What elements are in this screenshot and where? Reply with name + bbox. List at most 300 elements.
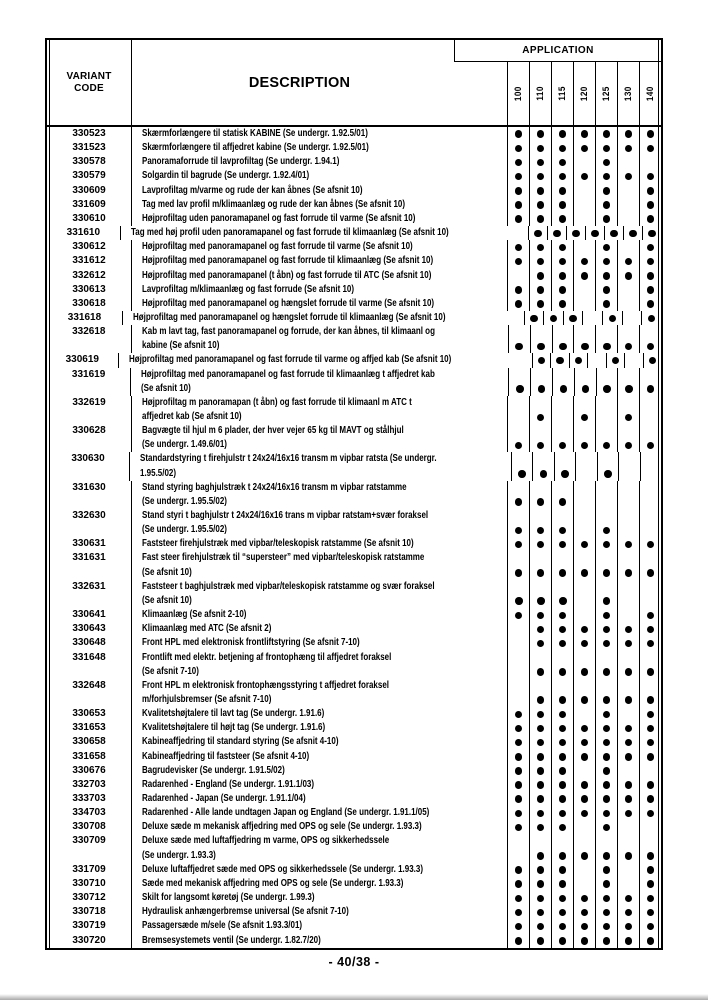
application-dot <box>559 286 567 294</box>
application-cell-130 <box>617 424 639 452</box>
application-dot <box>603 895 611 903</box>
application-cell-120 <box>573 537 595 551</box>
application-dot <box>515 527 523 535</box>
application-dot <box>559 541 567 549</box>
application-dot <box>625 442 633 450</box>
application-column-header <box>507 62 529 125</box>
application-dot <box>625 781 633 789</box>
description-cell <box>132 325 508 353</box>
application-dot-cells <box>507 537 661 551</box>
variant-code-cell: 330653 <box>47 707 132 721</box>
application-cell-110 <box>529 792 551 806</box>
application-dot <box>603 739 611 747</box>
application-column-header <box>551 62 573 125</box>
application-dot <box>515 201 523 209</box>
table-row <box>47 368 661 396</box>
variant-code-cell: 331612 <box>47 254 132 268</box>
application-cell-100 <box>511 452 532 480</box>
table-row <box>47 240 661 254</box>
application-dot-cells <box>507 297 661 311</box>
description-cell <box>132 184 507 198</box>
description-line: Højprofiltag uden panoramapanel og fast forrude til varme (Se afsnit 10) <box>142 212 416 224</box>
application-cell-110 <box>529 608 551 622</box>
application-cell-120 <box>573 127 595 141</box>
description-cell <box>132 169 507 183</box>
application-dot <box>559 498 567 506</box>
application-dot <box>515 130 523 138</box>
application-column-label: 100 <box>513 86 524 101</box>
table-row <box>47 311 661 325</box>
application-cell-125 <box>595 764 617 778</box>
description-cell <box>132 580 508 608</box>
application-column-header <box>573 62 595 125</box>
application-dot <box>582 385 590 393</box>
application-cell-100 <box>507 778 529 792</box>
application-dot <box>559 258 567 266</box>
application-dot <box>648 230 656 238</box>
application-cell-120 <box>573 905 595 919</box>
application-cell-125 <box>602 311 622 325</box>
application-dot <box>537 343 545 351</box>
application-cell-125 <box>595 651 617 679</box>
application-dot <box>553 230 561 238</box>
application-dot <box>581 739 589 747</box>
application-cell-125 <box>595 608 617 622</box>
application-dot <box>603 187 611 195</box>
application-dot <box>559 527 567 535</box>
application-cell-100 <box>507 764 529 778</box>
table-row <box>47 721 661 735</box>
application-dot <box>603 824 611 832</box>
application-dot <box>647 753 655 761</box>
application-cell-120 <box>573 580 595 608</box>
application-cell-100 <box>507 551 529 579</box>
application-dot <box>625 145 633 153</box>
application-dot <box>537 414 545 422</box>
application-dot-cells <box>507 778 661 792</box>
application-dot-cells <box>507 792 661 806</box>
table-row <box>47 820 661 834</box>
description-cell <box>132 764 507 778</box>
application-dot-cells <box>507 905 661 919</box>
application-cell-130 <box>617 198 639 212</box>
application-cell-100 <box>508 368 530 396</box>
application-cell-100 <box>507 877 529 891</box>
application-dot-cells <box>507 551 661 579</box>
application-column-header <box>617 62 639 125</box>
application-dot <box>603 159 611 167</box>
application-dot <box>559 895 567 903</box>
application-cell-125 <box>595 155 617 169</box>
application-cell-130 <box>617 863 639 877</box>
description-line: Frontlift med elektr. betjening af frontophæng til affjedret foraksel <box>142 651 392 663</box>
application-dot <box>647 895 655 903</box>
application-cell-130 <box>617 283 639 297</box>
table-row <box>47 778 661 792</box>
application-dot-cells <box>507 891 661 905</box>
application-cell-115 <box>551 735 573 749</box>
application-dot <box>581 442 589 450</box>
application-cell-100 <box>507 169 529 183</box>
description-line: Bagvægte til hjul m 6 plader, der hver vejer 65 kg til MAVT og stålhjul <box>142 425 404 437</box>
application-cell-120 <box>573 608 595 622</box>
application-cell-125 <box>595 297 617 311</box>
application-dot <box>559 725 567 733</box>
table-row <box>47 806 661 820</box>
application-cell-130 <box>617 934 639 948</box>
application-dot <box>537 866 545 874</box>
application-dot-cells <box>507 820 661 834</box>
description-cell <box>132 735 507 749</box>
application-dot-cells <box>507 834 661 862</box>
application-cell-100 <box>507 622 529 636</box>
description-cell <box>132 198 507 212</box>
application-dot-cells <box>507 806 661 820</box>
application-cell-120 <box>573 509 595 537</box>
variant-code-cell: 330610 <box>47 212 132 226</box>
application-dot <box>647 880 655 888</box>
application-dot <box>603 541 611 549</box>
application-dot <box>581 414 589 422</box>
application-cell-130 <box>617 481 639 509</box>
variant-code-cell: 331619 <box>47 368 131 396</box>
application-dot-cells <box>507 240 661 254</box>
application-cell-120 <box>573 636 595 650</box>
application-dot-cells <box>507 424 661 452</box>
application-dot <box>559 272 567 280</box>
application-dot <box>569 315 577 323</box>
variant-code-cell: 331609 <box>47 198 132 212</box>
application-cell-130 <box>617 622 639 636</box>
variant-code-cell: 330613 <box>47 283 132 297</box>
variant-code-cell: 330719 <box>47 919 132 933</box>
description-line: Standardstyring t firehjulstr t 24x24/16x16 transm m vipbar ratsta (Se undergr. <box>140 453 437 465</box>
application-cell-120 <box>573 198 595 212</box>
application-dot <box>559 569 567 577</box>
application-dot <box>603 244 611 252</box>
application-cell-115 <box>566 226 585 240</box>
application-dot <box>603 385 611 393</box>
application-dot <box>603 852 611 860</box>
application-cell-125 <box>595 254 617 268</box>
application-dot <box>603 696 611 704</box>
description-line: m/forhjulsbremser (Se afsnit 7-10) <box>142 693 272 705</box>
application-cell-100 <box>507 608 529 622</box>
application-dot-cells <box>507 863 661 877</box>
description-line: affjedret kab (Se afsnit 10) <box>142 411 242 423</box>
application-dot <box>537 498 545 506</box>
application-dot <box>603 626 611 634</box>
application-dot-cells <box>511 452 661 480</box>
application-cell-130 <box>617 735 639 749</box>
application-dot <box>603 880 611 888</box>
description-line: Hydraulisk anhængerbremse universal (Se afsnit 7-10) <box>142 906 349 918</box>
application-cell-115 <box>551 919 573 933</box>
application-cell-115 <box>563 311 583 325</box>
description-cell <box>132 934 507 948</box>
application-dot <box>604 470 612 478</box>
application-cell-115 <box>551 198 573 212</box>
application-dot <box>515 442 523 450</box>
application-cell-115 <box>551 297 573 311</box>
application-dot-cells <box>507 212 661 226</box>
application-cell-100 <box>532 353 551 367</box>
application-cell-125 <box>595 934 617 948</box>
application-cell-130 <box>617 806 639 820</box>
application-dot <box>625 541 633 549</box>
application-cell-110 <box>529 240 551 254</box>
page-number: - 40/38 - <box>328 955 380 969</box>
application-dot <box>603 130 611 138</box>
variant-code-cell: 332618 <box>47 325 132 353</box>
application-dot <box>603 767 611 775</box>
variant-code-cell: 331630 <box>47 481 132 509</box>
description-line: Bremsesystemets ventil (Se undergr. 1.82.7/20) <box>142 934 321 946</box>
description-cell <box>132 622 507 636</box>
application-dot <box>515 173 523 181</box>
application-cell-100 <box>507 820 529 834</box>
scan-edge <box>0 994 708 1000</box>
application-dot <box>603 272 611 280</box>
application-dot <box>603 795 611 803</box>
application-cell-120 <box>573 820 595 834</box>
application-cell-120 <box>573 679 595 707</box>
application-cell-120 <box>573 169 595 183</box>
application-cell-115 <box>551 551 573 579</box>
application-dot <box>647 852 655 860</box>
application-dot <box>559 810 567 818</box>
variant-code-header-line1: VARIANT <box>66 70 112 82</box>
application-dot <box>515 725 523 733</box>
description-line: Højprofiltag med panoramapanel og fast forrude til klimaanlæg (Se afsnit 10) <box>142 255 434 267</box>
application-dot <box>572 230 580 238</box>
application-cell-125 <box>595 721 617 735</box>
application-dot-cells <box>507 636 661 650</box>
application-dot <box>581 781 589 789</box>
application-cell-115 <box>551 537 573 551</box>
application-dot <box>581 909 589 917</box>
application-cell-125 <box>595 198 617 212</box>
application-dot <box>625 173 633 181</box>
application-column-label: 130 <box>623 86 634 101</box>
description-line: Stand styring baghjulstræk t 24x24/16x16 transm m vipbar ratstamme <box>142 481 407 493</box>
application-dot-cells <box>507 283 661 297</box>
application-cell-120 <box>573 721 595 735</box>
description-cell <box>132 707 507 721</box>
application-cell-120 <box>573 707 595 721</box>
application-dot <box>561 470 569 478</box>
application-cell-110 <box>529 764 551 778</box>
application-cell-110 <box>529 580 551 608</box>
application-dot <box>625 909 633 917</box>
application-dot <box>603 923 611 931</box>
application-cell-130 <box>617 778 639 792</box>
application-dot-cells <box>507 934 661 948</box>
application-cell-130 <box>622 311 642 325</box>
application-dot <box>559 739 567 747</box>
description-line: Front HPL med elektronisk frontliftstyring (Se afsnit 7-10) <box>142 637 360 649</box>
application-dot <box>603 753 611 761</box>
application-cell-115 <box>551 424 573 452</box>
application-dot <box>559 173 567 181</box>
application-dot <box>647 640 655 648</box>
application-cell-130 <box>617 877 639 891</box>
table-right-border <box>658 40 659 948</box>
application-cell-120 <box>573 792 595 806</box>
application-cell-115 <box>551 636 573 650</box>
application-dot <box>559 187 567 195</box>
application-cell-100 <box>507 863 529 877</box>
application-dot <box>537 810 545 818</box>
application-dot <box>515 824 523 832</box>
application-cell-115 <box>551 240 573 254</box>
application-cell-120 <box>573 622 595 636</box>
application-cell-110 <box>529 141 551 155</box>
application-dot <box>625 668 633 676</box>
application-dot <box>515 612 523 620</box>
application-dot <box>559 824 567 832</box>
application-dot-cells <box>528 226 661 240</box>
description-cell <box>132 863 507 877</box>
application-dot <box>647 569 655 577</box>
application-cell-120 <box>573 834 595 862</box>
application-cell-110 <box>529 707 551 721</box>
application-dot <box>603 937 611 945</box>
application-dot <box>515 767 523 775</box>
application-dot <box>534 230 542 238</box>
application-dot <box>515 215 523 223</box>
application-dot <box>559 711 567 719</box>
application-cell-110 <box>529 297 551 311</box>
description-cell <box>130 452 511 480</box>
application-dot-cells <box>507 608 661 622</box>
application-dot <box>518 470 526 478</box>
application-cell-115 <box>551 608 573 622</box>
application-cell-120 <box>573 155 595 169</box>
application-cell-100 <box>507 141 529 155</box>
table-row <box>47 622 661 636</box>
application-cell-115 <box>551 283 573 297</box>
application-dot <box>515 739 523 747</box>
table-row <box>47 707 661 721</box>
application-cell-115 <box>554 452 575 480</box>
application-cell-115 <box>551 212 573 226</box>
application-dot <box>625 852 633 860</box>
description-cell <box>132 240 507 254</box>
application-cell-115 <box>551 396 573 424</box>
description-cell <box>132 537 507 551</box>
application-dot <box>515 895 523 903</box>
application-cell-100 <box>507 735 529 749</box>
table-header <box>47 40 661 127</box>
table-row <box>47 877 661 891</box>
application-cell-110 <box>529 155 551 169</box>
description-cell <box>123 311 524 325</box>
application-dot-cells <box>532 353 662 367</box>
application-dot-cells <box>507 679 661 707</box>
description-line: Radarenhed - Japan (Se undergr. 1.91.1/04) <box>142 793 306 804</box>
description-cell <box>132 212 507 226</box>
application-cell-110 <box>529 820 551 834</box>
application-dot <box>625 696 633 704</box>
application-dot <box>647 810 655 818</box>
table-row <box>47 735 661 749</box>
application-dot <box>537 725 545 733</box>
variant-code-cell: 331610 <box>47 226 121 240</box>
description-line: Deluxe sæde m mekanisk affjedring med OPS og sele (Se undergr. 1.93.3) <box>142 821 422 833</box>
application-dot <box>603 781 611 789</box>
application-cell-110 <box>529 750 551 764</box>
application-dot <box>581 569 589 577</box>
application-dot <box>515 880 523 888</box>
application-cell-115 <box>551 721 573 735</box>
application-cell-130 <box>617 905 639 919</box>
application-cell-110 <box>529 636 551 650</box>
description-line: Deluxe luftaffjedret sæde med OPS og sikkerhedssele (Se undergr. 1.93.3) <box>142 863 423 875</box>
application-dot <box>647 795 655 803</box>
application-cell-125 <box>595 551 617 579</box>
application-cell-110 <box>529 735 551 749</box>
application-cell-110 <box>529 184 551 198</box>
application-dot <box>625 895 633 903</box>
application-dot <box>515 753 523 761</box>
application-dot-cells <box>507 580 661 608</box>
application-dot <box>559 201 567 209</box>
application-dot <box>537 696 545 704</box>
application-cell-100 <box>507 806 529 820</box>
application-cell-115 <box>551 778 573 792</box>
application-cell-115 <box>551 707 573 721</box>
application-cell-110 <box>529 198 551 212</box>
application-dot <box>625 272 633 280</box>
application-cell-130 <box>617 127 639 141</box>
application-cell-130 <box>617 891 639 905</box>
application-dot <box>649 357 657 365</box>
application-dot <box>559 767 567 775</box>
table-row <box>47 551 661 579</box>
variant-code-cell: 330612 <box>47 240 132 254</box>
variant-code-cell: 332703 <box>47 778 132 792</box>
description-line: Klimaanlæg med ATC (Se afsnit 2) <box>142 623 272 635</box>
application-cell-120 <box>573 919 595 933</box>
application-cell-120 <box>573 481 595 509</box>
description-line: Sæde med mekanisk affjedring med OPS og sele (Se undergr. 1.93.3) <box>142 877 404 889</box>
description-line: kabine (Se afsnit 10) <box>141 340 219 352</box>
application-cell-120 <box>573 651 595 679</box>
table-row <box>47 905 661 919</box>
application-cell-125 <box>595 269 617 283</box>
application-cell-120 <box>573 735 595 749</box>
application-dot <box>647 187 655 195</box>
application-cell-100 <box>507 919 529 933</box>
description-line: Klimaanlæg (Se afsnit 2-10) <box>142 609 247 621</box>
variant-code-cell: 334703 <box>47 806 132 820</box>
application-cell-110 <box>529 254 551 268</box>
table-row <box>47 764 661 778</box>
description-cell <box>132 283 507 297</box>
variant-code-header-line2: CODE <box>74 82 104 94</box>
application-dot <box>647 668 655 676</box>
application-cell-115 <box>551 651 573 679</box>
application-dot <box>559 244 567 252</box>
application-dot <box>625 937 633 945</box>
application-cell-115 <box>551 141 573 155</box>
application-dot <box>581 895 589 903</box>
application-cell-130 <box>617 608 639 622</box>
application-dot-cells <box>507 721 661 735</box>
application-cell-110 <box>530 325 552 353</box>
application-cell-125 <box>595 905 617 919</box>
